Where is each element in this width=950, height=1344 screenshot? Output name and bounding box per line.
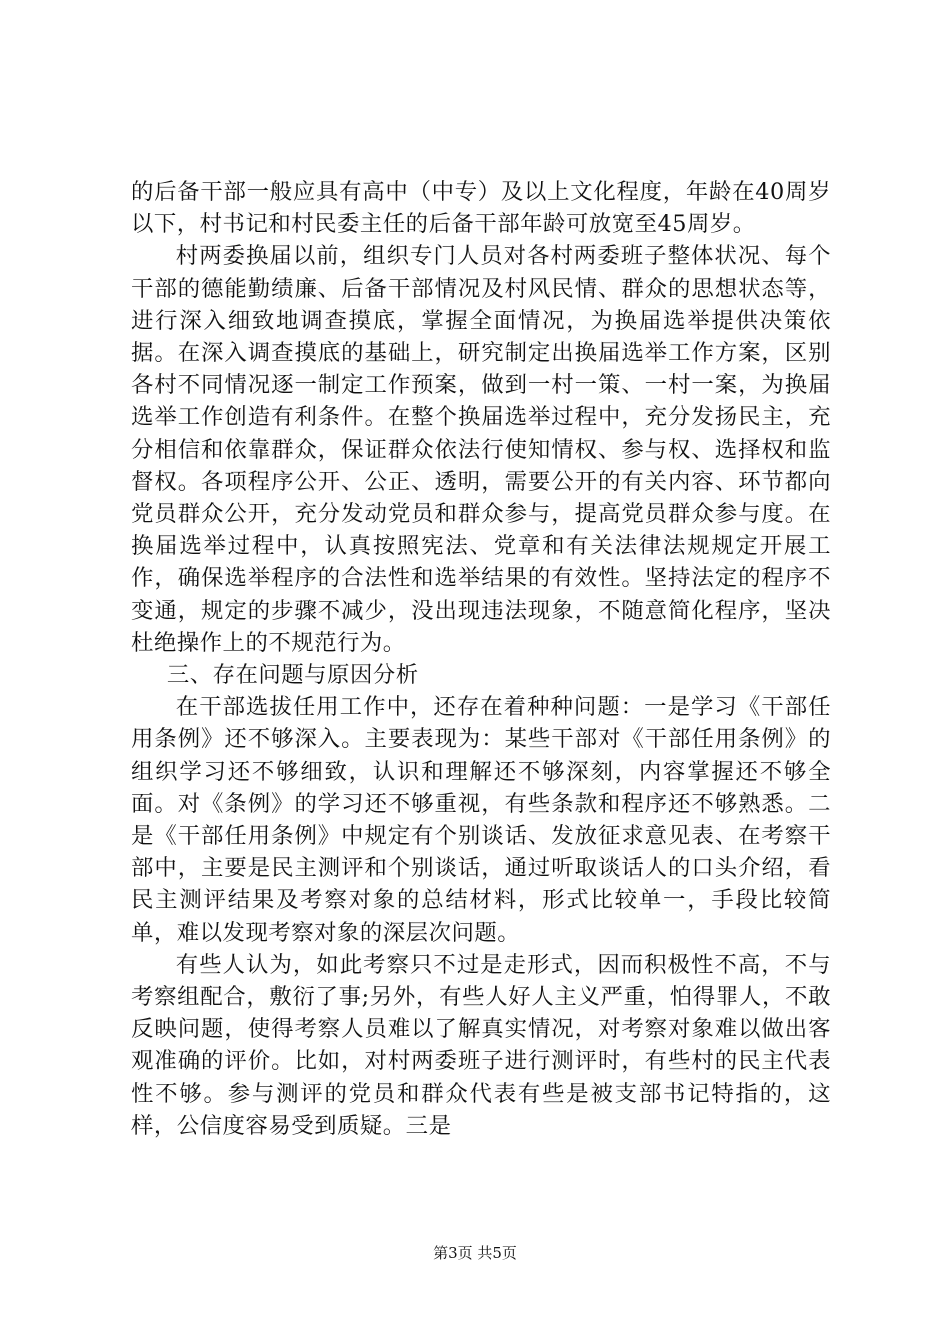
section-heading: 三、存在问题与原因分析	[166, 662, 419, 689]
paragraph-problems: 在干部选拔任用工作中，还存在着种种问题：一是学习《干部任用条例》还不够深入。主要表现为：某些干部对《干部任用条例》的组织学习还不够细致，认识和理解还不够深刻，内容掌握还不够全面。对《条例》的学习还不够重视，有些条款和程序还不够熟悉。二是《干部任用条例》中规定有个别谈话、发放征求意见表、在考察干部中，主要是民主测评和个别谈话，通过听取谈话人的口头介绍，看民主测评结果及考察对象的总结材料，形式比较单一，手段比较简单，难以发现考察对象的深层次问题。	[131, 694, 831, 946]
page-number-footer: 第3页 共5页	[433, 1244, 517, 1262]
paragraph-inspection-issues: 有些人认为，如此考察只不过是走形式，因而积极性不高，不与考察组配合，敷衍了事;另外，有些人好人主义严重，怕得罪人，不敢反映问题，使得考察人员难以了解真实情况，对考察对象难以做出客观准确的评价。比如，对村两委班子进行测评时，有些村的民主代表性不够。参与测评的党员和群众代表有些是被支部书记特指的，这样，公信度容易受到质疑。三是	[131, 951, 831, 1139]
document-body	[131, 176, 831, 1142]
paragraph-election-process: 村两委换届以前，组织专门人员对各村两委班子整体状况、每个干部的德能勤绩廉、后备干部情况及村风民情、群众的思想状态等，进行深入细致地调查摸底，掌握全面情况，为换届选举提供决策依据。在深入调查摸底的基础上，研究制定出换届选举工作方案，区别各村不同情况逐一制定工作预案，做到一村一策、一村一案，为换届选举工作创造有利条件。在整个换届选举过程中，充分发扬民主，充分相信和依靠群众，保证群众依法行使知情权、参与权、选择权和监督权。各项程序公开、公正、透明，需要公开的有关内容、环节都向党员群众公开，充分发动党员和群众参与，提高党员群众参与度。在换届选举过程中，认真按照宪法、党章和有关法律法规规定开展工作，确保选举程序的合法性和选举结果的有效性。坚持法定的程序不变通，规定的步骤不减少，没出现违法现象，不随意简化程序，坚决杜绝操作上的不规范行为。	[131, 243, 831, 656]
paragraph-continuation: 的后备干部一般应具有高中（中专）及以上文化程度，年龄在40周岁以下，村书记和村民委主任的后备干部年龄可放宽至45周岁。	[131, 179, 831, 238]
